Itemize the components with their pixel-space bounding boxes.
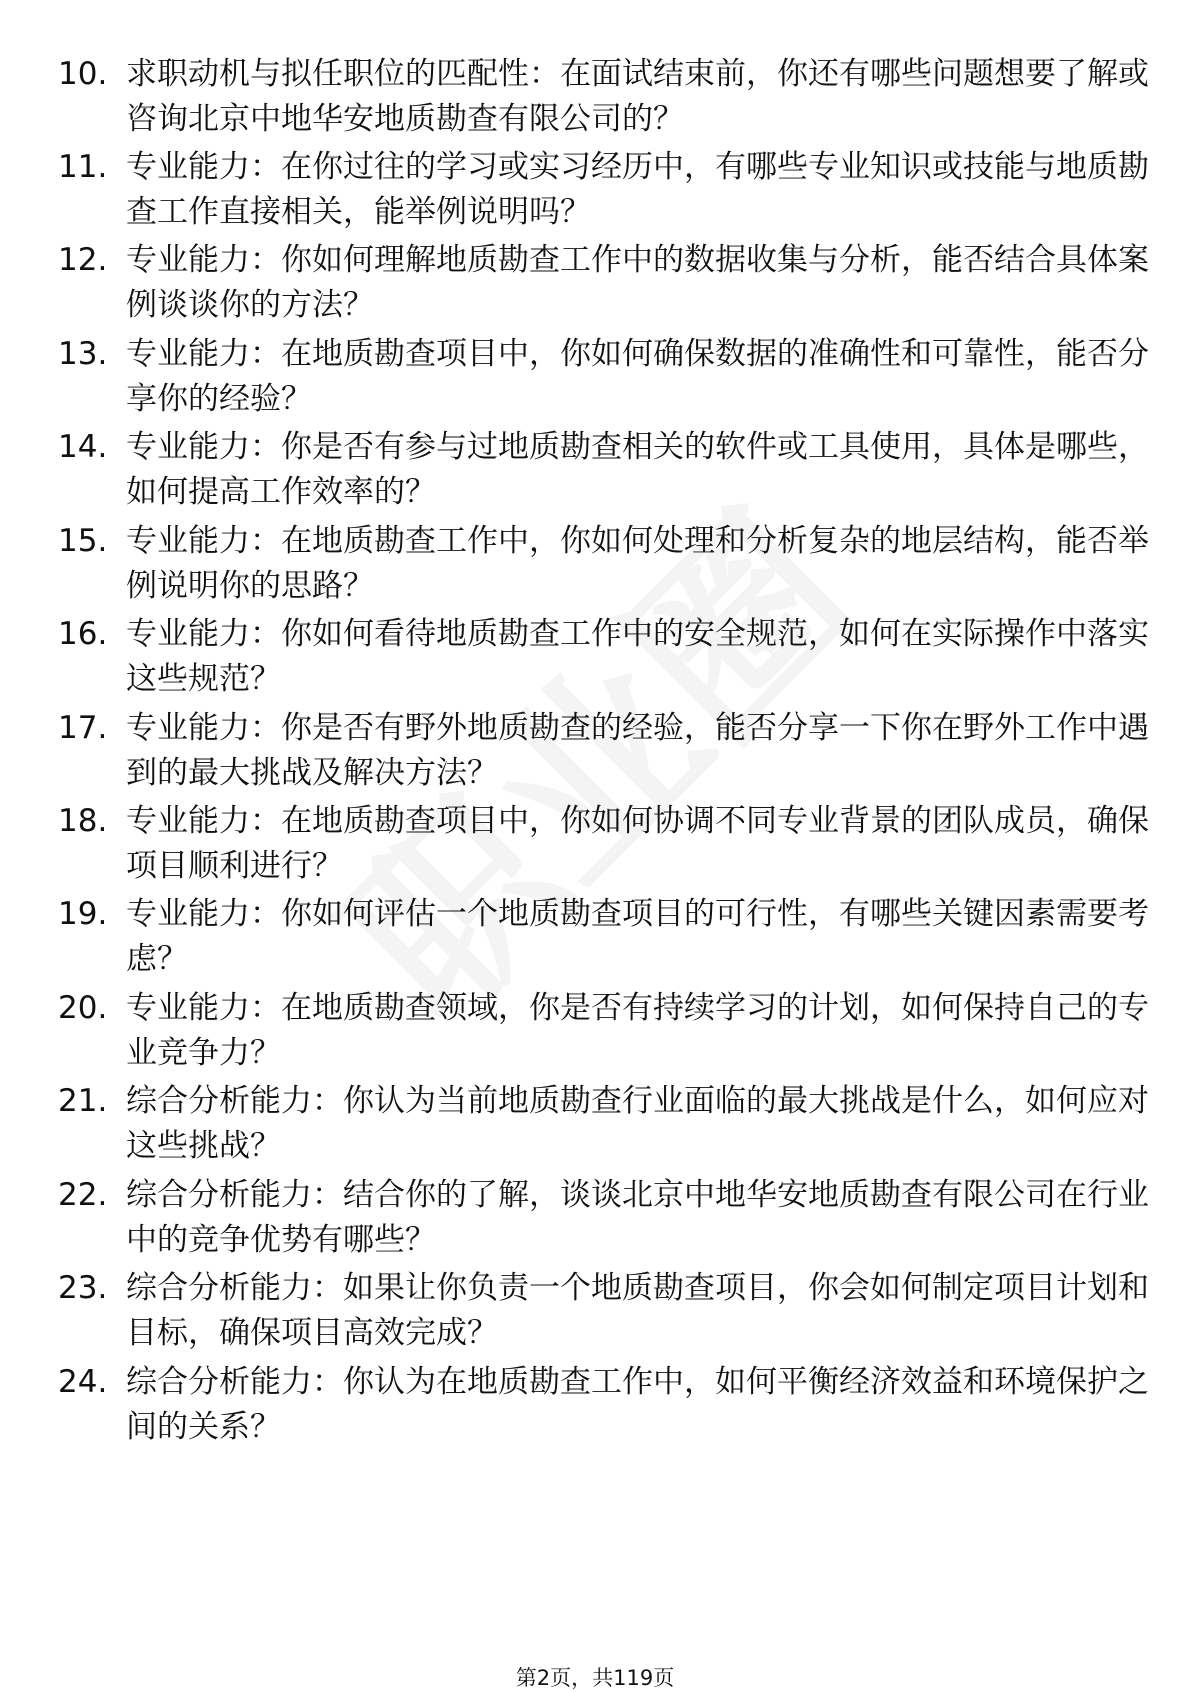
question-number: 12. — [58, 242, 108, 278]
question-item — [58, 1360, 1149, 1460]
question-number: 11. — [58, 149, 108, 185]
question-item — [58, 892, 1149, 992]
question-item — [58, 1079, 1149, 1179]
question-number: 23. — [58, 1270, 108, 1306]
page-footer: 第2页，共119页 — [515, 1666, 675, 1690]
question-text: 求职动机与拟任职位的匹配性：在面试结束前，你还有哪些问题想要了解或咨询北京中地华安地质勘查有限公司的？ — [126, 56, 1149, 137]
question-item — [58, 706, 1149, 806]
question-number: 20. — [58, 990, 108, 1026]
question-item — [58, 799, 1149, 899]
question-item — [58, 612, 1149, 712]
question-text: 综合分析能力：如果让你负责一个地质勘查项目，你会如何制定项目计划和目标，确保项目高效完成？ — [126, 1270, 1149, 1351]
question-text: 专业能力：你如何评估一个地质勘查项目的可行性，有哪些关键因素需要考虑？ — [126, 896, 1149, 977]
question-number: 17. — [58, 710, 108, 746]
question-item — [58, 986, 1149, 1086]
question-text: 综合分析能力：结合你的了解，谈谈北京中地华安地质勘查有限公司在行业中的竞争优势有哪些？ — [126, 1177, 1149, 1258]
question-item — [58, 1266, 1149, 1366]
question-text: 专业能力：在地质勘查领域，你是否有持续学习的计划，如何保持自己的专业竞争力？ — [126, 990, 1149, 1071]
question-number: 18. — [58, 803, 108, 839]
question-number: 14. — [58, 429, 108, 465]
question-text: 专业能力：你是否有野外地质勘查的经验，能否分享一下你在野外工作中遇到的最大挑战及解决方法？ — [126, 710, 1149, 791]
question-number: 13. — [58, 336, 108, 372]
question-item — [58, 519, 1149, 619]
question-number: 16. — [58, 616, 108, 652]
question-number: 24. — [58, 1364, 108, 1400]
question-item — [58, 145, 1149, 245]
question-item — [58, 52, 1149, 152]
question-item — [58, 1173, 1149, 1273]
question-item — [58, 332, 1149, 432]
question-text: 专业能力：在地质勘查工作中，你如何处理和分析复杂的地层结构，能否举例说明你的思路？ — [126, 523, 1149, 604]
question-text: 专业能力：在地质勘查项目中，你如何确保数据的准确性和可靠性，能否分享你的经验？ — [126, 336, 1149, 417]
question-number: 19. — [58, 896, 108, 932]
question-number: 15. — [58, 523, 108, 559]
question-text: 专业能力：你如何看待地质勘查工作中的安全规范，如何在实际操作中落实这些规范？ — [126, 616, 1149, 697]
question-number: 22. — [58, 1177, 108, 1213]
question-number: 21. — [58, 1083, 108, 1119]
question-text: 综合分析能力：你认为当前地质勘查行业面临的最大挑战是什么，如何应对这些挑战？ — [126, 1083, 1149, 1164]
question-text: 专业能力：你是否有参与过地质勘查相关的软件或工具使用，具体是哪些，如何提高工作效率的？ — [126, 429, 1149, 510]
question-item — [58, 425, 1149, 525]
question-text: 综合分析能力：你认为在地质勘查工作中，如何平衡经济效益和环境保护之间的关系？ — [126, 1364, 1149, 1445]
question-text: 专业能力：在地质勘查项目中，你如何协调不同专业背景的团队成员，确保项目顺利进行？ — [126, 803, 1149, 884]
question-item — [58, 238, 1149, 338]
question-text: 专业能力：你如何理解地质勘查工作中的数据收集与分析，能否结合具体案例谈谈你的方法？ — [126, 242, 1149, 323]
question-text: 专业能力：在你过往的学习或实习经历中，有哪些专业知识或技能与地质勘查工作直接相关，能举例说明吗？ — [126, 149, 1149, 230]
question-number: 10. — [58, 56, 108, 92]
